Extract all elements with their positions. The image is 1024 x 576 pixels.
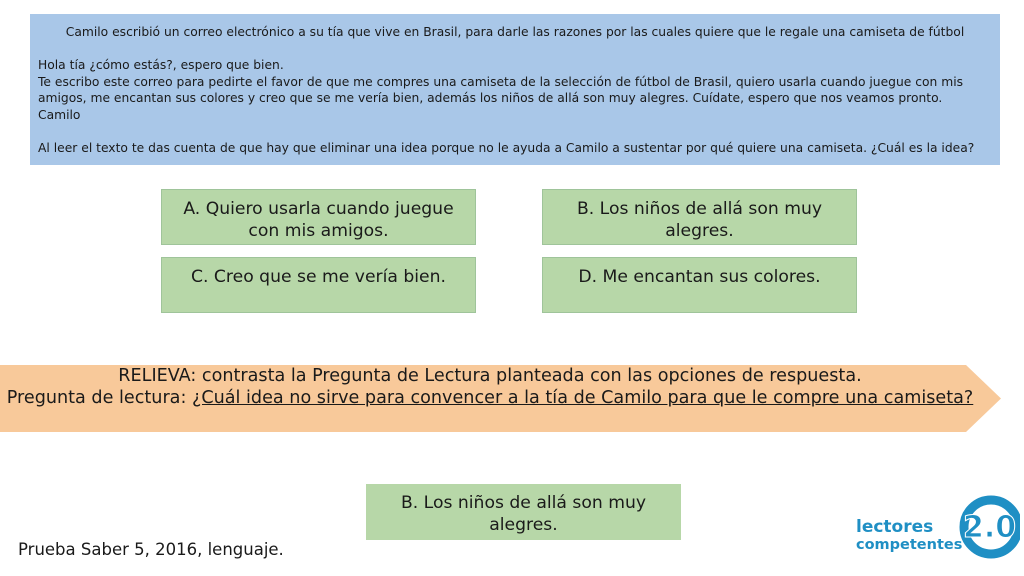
logo-word-lectores: lectores	[856, 517, 934, 537]
option-b-button[interactable]: B. Los niños de allá son muy alegres.	[542, 189, 857, 245]
passage-intro: Camilo escribió un correo electrónico a su tía que vive en Brasil, para darle las razones por las cuales quiere que le regale una camiseta de fútbol	[65, 25, 965, 39]
banner-keyword: RELIEVA	[118, 366, 191, 386]
banner-text	[0, 365, 980, 409]
correct-answer-box: B. Los niños de allá son muy alegres.	[366, 484, 681, 540]
reading-question: ¿Cuál idea no sirve para convencer a la tía de Camilo para que le compre una camiseta?	[192, 388, 974, 408]
logo-number: 2.0	[963, 510, 1017, 545]
passage-signature: Camilo	[38, 107, 81, 122]
banner-instruction: : contrasta la Pregunta de Lectura planteada con las opciones de respuesta.	[190, 366, 862, 386]
reading-passage	[30, 14, 1000, 165]
logo-word-competentes: competentes	[856, 537, 963, 553]
relieva-banner	[0, 365, 1001, 432]
option-a-button[interactable]: A. Quiero usarla cuando juegue con mis amigos.	[161, 189, 476, 245]
banner-line-1	[0, 365, 980, 387]
passage-question: Al leer el texto te das cuenta de que hay que eliminar una idea porque no le ayuda a Camilo a sustentar por qué quiere una camiseta. ¿Cuál es la idea?	[38, 140, 975, 155]
source-footer: Prueba Saber 5, 2016, lenguaje.	[18, 540, 284, 559]
banner-line-2	[0, 387, 980, 409]
option-c-button[interactable]: C. Creo que se me vería bien.	[161, 257, 476, 313]
lectores-competentes-logo	[852, 494, 1020, 560]
reading-question-label: Pregunta de lectura:	[6, 388, 192, 408]
option-d-button[interactable]: D. Me encantan sus colores.	[542, 257, 857, 313]
passage-greeting: Hola tía ¿cómo estás?, espero que bien.	[38, 58, 284, 72]
passage-body: Te escribo este correo para pedirte el favor de que me compres una camiseta de la selección de fútbol de Brasil, quiero usarla cuando juegue con mis amigos, me encantan sus colores y creo que se me vería bien, además los niños de allá son muy alegres. Cuídate, espero que nos veamos pronto.	[38, 74, 964, 105]
